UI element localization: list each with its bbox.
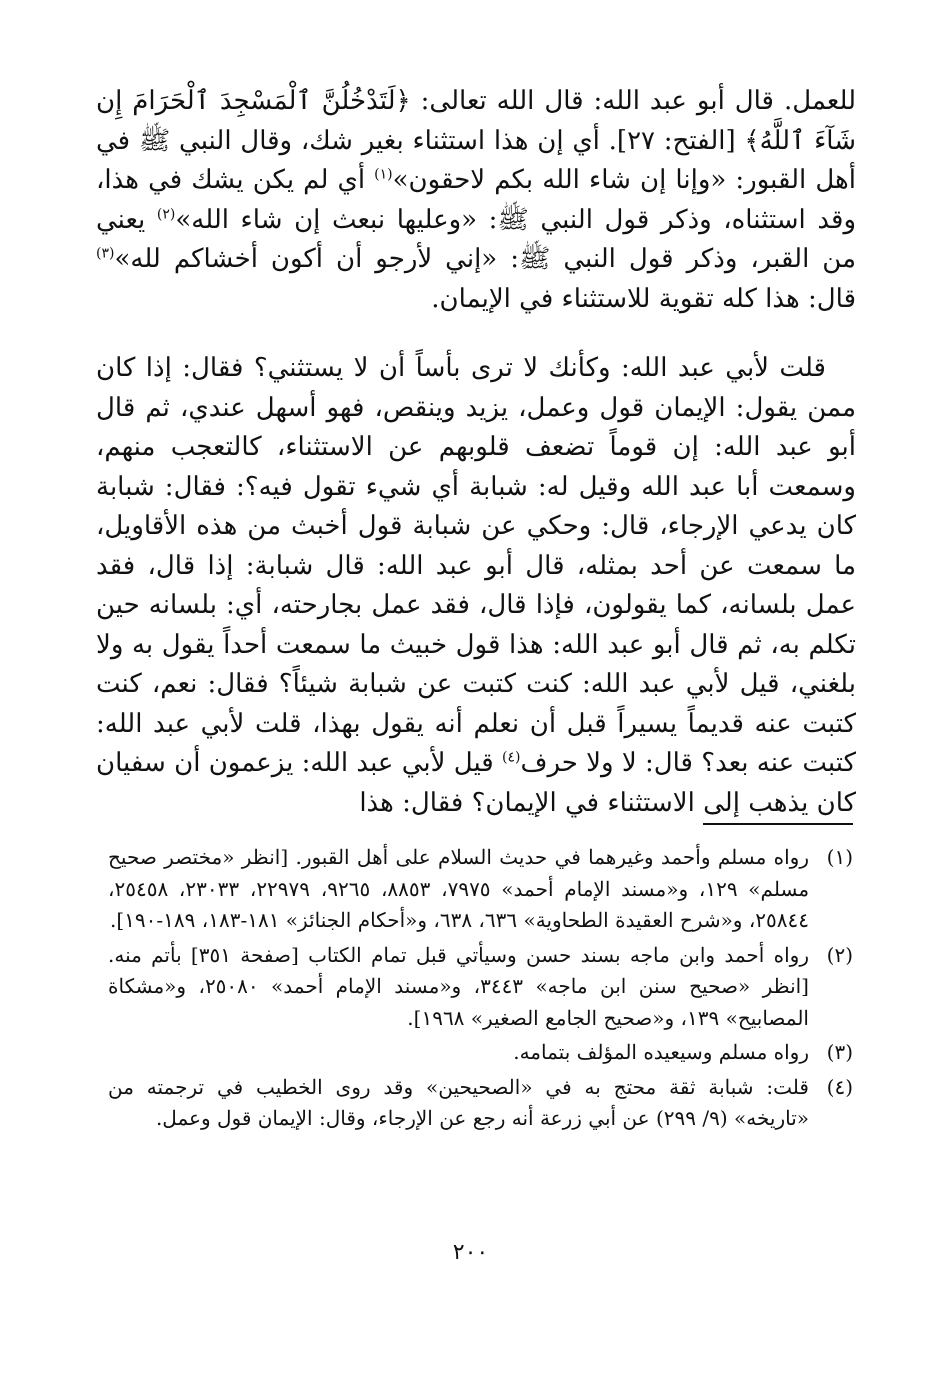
paragraph-1-part-c: يعني من القبر، وذكر قول النبي ﷺ: «إني لأرجو أن أكون أخشاكم لله» bbox=[96, 204, 856, 274]
footnote-ref-3[interactable]: (٣) bbox=[96, 245, 115, 262]
paragraph-2-part-b: قيل لأبي عبد الله: يزعمون أن سفيان كان يذهب إلى الاستثناء في الإيمان؟ فقال: هذا bbox=[96, 748, 856, 818]
footnote-text: رواه أحمد وابن ماجه بسند حسن وسيأتي قبل تمام الكتاب [صفحة ٣٥١] بأتم منه. [انظر «صحيح سنن ابن ماجه» ٣٤٤٣، و«مسند الإمام أحمد» ٢٥٠٨٠، و«مشكاة المصابيح» ١٣٩، و«صحيح الجامع الصغير» ١٩٦٨]. bbox=[108, 942, 809, 1030]
footnote-ref-2[interactable]: (٢) bbox=[156, 205, 176, 222]
footnote-text: قلت: شبابة ثقة محتج به في «الصحيحين» وقد روى الخطيب في ترجمته من «تاريخه» (٩/ ٢٩٩) عن أبي زرعة أنه رجع عن الإرجاء، وقال: الإيمان قول وعمل. bbox=[108, 1074, 809, 1130]
footnotes bbox=[108, 842, 853, 1138]
footnote-number: (٤) bbox=[826, 1074, 853, 1099]
page-number: ٢٠٠ bbox=[452, 1240, 489, 1265]
paragraph-1-part-a: للعمل. قال أبو عبد الله: قال الله تعالى: ﴿لَتَدْخُلُنَّ ٱلْمَسْجِدَ ٱلْحَرَامَ إِن شَآءَ ٱللَّهُ﴾ [الفتح: ٢٧]. أي إن هذا استثناء بغير شك، وقال النبي ﷺ في أهل القبور: «وإنا إن شاء الله بكم لاحقون» bbox=[96, 86, 857, 195]
paragraph-1 bbox=[96, 82, 856, 319]
footnote-4 bbox=[108, 1072, 853, 1135]
main-text bbox=[96, 82, 856, 823]
footnote-2 bbox=[108, 940, 853, 1035]
paragraph-2 bbox=[96, 349, 856, 823]
footnote-separator bbox=[703, 823, 853, 825]
footnote-ref-1[interactable]: (١) bbox=[374, 166, 393, 183]
footnote-ref-4[interactable]: (٤) bbox=[502, 749, 521, 766]
footnote-number: (٣) bbox=[826, 1040, 853, 1064]
footnote-text: رواه مسلم وسيعيده المؤلف بتمامه. bbox=[513, 1040, 809, 1064]
footnote-number: (١) bbox=[826, 845, 853, 869]
paragraph-1-part-b: أي لم يكن يشك في هذا، وقد استثناه، وذكر قول النبي ﷺ: «وعليها نبعث إن شاء الله» bbox=[96, 165, 856, 235]
footnote-number: (٢) bbox=[826, 942, 853, 967]
paragraph-1-part-d: قال: هذا كله تقوية للاستثناء في الإيمان. bbox=[431, 283, 856, 314]
paragraph-2-part-a: قلت لأبي عبد الله: وكأنك لا ترى بأساً أن لا يستثني؟ فقال: إذا كان ممن يقول: الإيمان قول وعمل، يزيد وينقص، فهو أسهل عندي، ثم قال أبو عبد الله: إن قوماً تضعف قلوبهم عن الاستثناء، كالتعجب منهم، وسمعت أبا عبد الله وقيل له: شبابة أي شيء تقول فيه؟: فقال: شبابة كان يدعي الإرجاء، قال: وحكي عن شبابة قول أخبث من هذه الأقاويل، ما سمعت عن أحد بمثله، قال أبو عبد الله: قال شبابة: إذا قال، فقد عمل بلسانه، كما يقولون، فإذا قال، فقد عمل بجارحته، أي: بلسانه حين تكلم به، ثم قال أبو عبد الله: هذا قول خبيث ما سمعت أحداً يقول به ولا بلغني، قيل لأبي عبد الله: كنت كتبت عن شبابة شيئاً؟ فقال: نعم، كنت كتبت عنه قديماً يسيراً قبل أن نعلم أنه يقول بهذا، قلت لأبي عبد الله: كتبت عنه بعد؟ قال: لا ولا حرف bbox=[96, 353, 857, 778]
footnote-3 bbox=[108, 1037, 853, 1069]
footnote-text: رواه مسلم وأحمد وغيرهما في حديث السلام على أهل القبور. [انظر «مختصر صحيح مسلم» ١٢٩، و«مسند الإمام أحمد» ٧٩٧٥، ٨٨٥٣، ٩٢٦٥، ٢٢٩٧٩، ٢٣٠٣٣، ٢٥٤٥٨، ٢٥٨٤٤، و«شرح العقيدة الطحاوية» ٦٣٦، ٦٣٨، و«أحكام الجنائز» ١٨١-١٨٣، ١٨٩-١٩٠]. bbox=[108, 845, 810, 932]
footnote-1 bbox=[108, 842, 853, 937]
